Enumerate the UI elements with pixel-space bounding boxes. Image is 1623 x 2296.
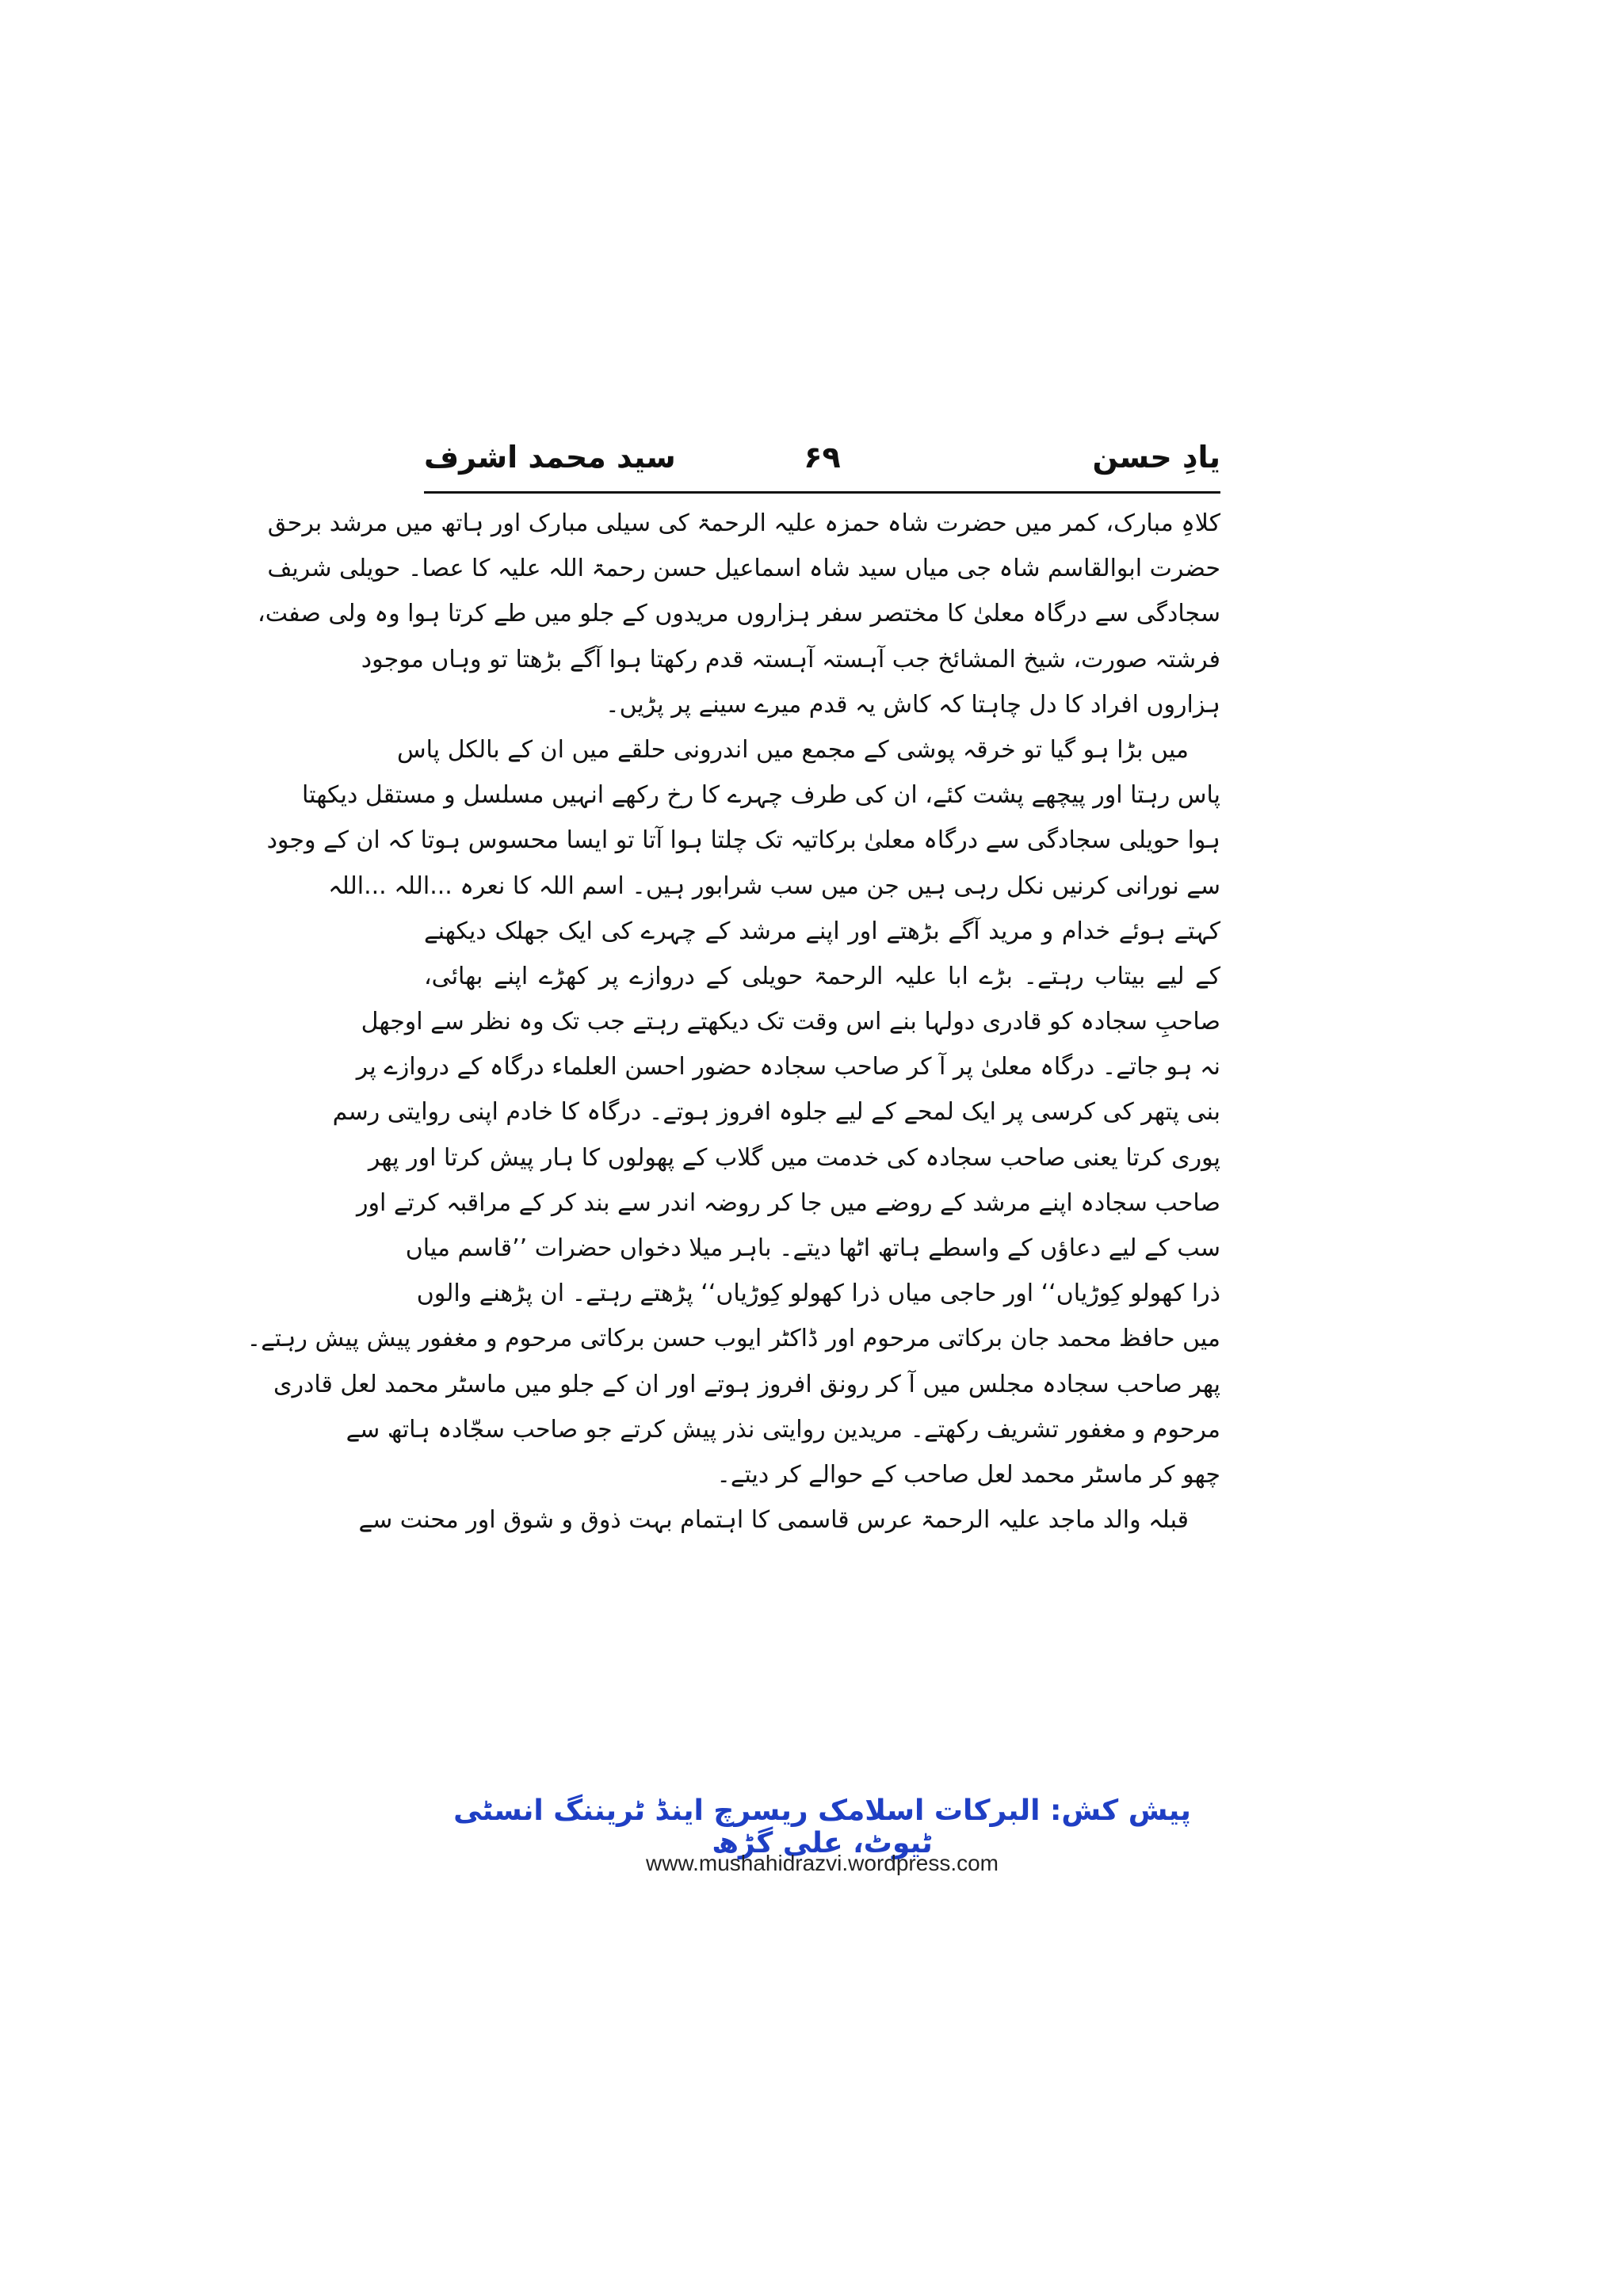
text-line: فرشتہ صورت، شیخ المشائخ جب آہستہ آہستہ قدم رکھتا ہوا آگے بڑھتا تو وہاں موجود — [361, 645, 1220, 673]
running-header — [424, 440, 1220, 487]
text-line: مرحوم و مغفور تشریف رکھتے۔ مریدین روایتی نذر پیش کرتے جو صاحب سجّادہ ہاتھ سے — [346, 1415, 1220, 1444]
text-line: نہ ہو جاتے۔ درگاہ معلیٰ پر آ کر صاحب سجادہ حضور احسن العلماء درگاہ کے دروازے پر — [356, 1053, 1220, 1081]
text-line: میں حافظ محمد جان برکاتی مرحوم اور ڈاکٹر ایوب حسن برکاتی مرحوم و مغفور پیش پیش رہتے۔ — [246, 1325, 1220, 1353]
text-line: صاحب سجادہ اپنے مرشد کے روضے میں جا کر روضہ اندر سے بند کر کے مراقبہ کرتے اور — [356, 1188, 1220, 1217]
text-line: میں بڑا ہو گیا تو خرقہ پوشی کے مجمع میں اندرونی حلقے میں ان کے بالکل پاس — [397, 735, 1189, 764]
text-line: پوری کرتا یعنی صاحب سجادہ کی خدمت میں گلاب کے پھولوں کا ہار پیش کرتا اور پھر — [368, 1143, 1220, 1172]
body-text — [246, 501, 1220, 1543]
header-rule — [424, 491, 1220, 494]
text-line: قبلہ والد ماجد علیہ الرحمۃ عرس قاسمی کا اہتمام بہت ذوق و شوق اور محنت سے — [358, 1506, 1189, 1535]
text-line: کلاہِ مبارک، کمر میں حضرت شاہ حمزہ علیہ الرحمۃ کی سیلی مبارک اور ہاتھ میں مرشد برحق — [267, 509, 1220, 537]
text-line: سے نورانی کرنیں نکل رہی ہیں جن میں سب شرابور ہیں۔ اسم اللہ کا نعرہ ...اللہ ...اللہ — [328, 871, 1220, 900]
book-title: یادِ حسن — [1092, 440, 1220, 475]
author-name: سید محمد اشرف — [424, 440, 676, 475]
text-line: کے لیے بیتاب رہتے۔ بڑے ابا علیہ الرحمۃ حویلی کے دروازے پر کھڑے اپنے بھائی، — [424, 962, 1220, 990]
text-line: سب کے لیے دعاؤں کے واسطے ہاتھ اٹھا دیتے۔ باہر میلا دخواں حضرات ’’قاسم میاں — [405, 1234, 1220, 1262]
text-line: پھر صاحب سجادہ مجلس میں آ کر رونق افروز ہوتے اور ان کے جلو میں ماسٹر محمد لعل قادری — [273, 1370, 1220, 1398]
text-line: ذرا کھولو کِوڑیاں‘‘ اور حاجی میاں ذرا کھولو کِوڑیاں‘‘ پڑھتے رہتے۔ ان پڑھنے والوں — [416, 1280, 1220, 1308]
text-line: چھو کر ماسٹر محمد لعل صاحب کے حوالے کر دیتے۔ — [716, 1460, 1220, 1489]
text-line: بنی پتھر کی کرسی پر ایک لمحے کے لیے جلوہ افروز ہوتے۔ درگاہ کا خادم اپنی روایتی رسم — [332, 1098, 1220, 1127]
website-link[interactable]: www.mushahidrazvi.wordpress.com — [645, 1851, 999, 1875]
text-line: کہتے ہوئے خدام و مرید آگے بڑھتے اور اپنے مرشد کے چہرے کی ایک جھلک دیکھنے — [424, 917, 1220, 945]
text-line: حضرت ابوالقاسم شاہ جی میاں سید شاہ اسماعیل حسن رحمۃ اللہ علیہ کا عصا۔ حویلی شریف — [267, 555, 1220, 583]
text-line: صاحبِ سجادہ کو قادری دولہا بنے اس وقت تک دیکھتے رہتے جب تک وہ نظر سے اوجھل — [361, 1008, 1220, 1036]
publisher-credit: پیش کش: البرکات اسلامک ریسرچ اینڈ ٹریننگ انسٹی ٹیوٹ، علی گڑھ — [453, 1794, 1191, 1859]
page-number: ۶۹ — [804, 440, 841, 475]
text-line: ہوا حویلی سجادگی سے درگاہ معلیٰ برکاتیہ تک چلتا ہوا آتا تو ایسا محسوس ہوتا کہ ان کے وجود — [266, 826, 1220, 855]
text-line: ہزاروں افراد کا دل چاہتا کہ کاش یہ قدم میرے سینے پر پڑیں۔ — [605, 690, 1220, 719]
text-line: پاس رہتا اور پیچھے پشت کئے، ان کی طرف چہرے کا رخ رکھے انہیں مسلسل و مستقل دیکھتا — [302, 781, 1220, 810]
text-line: سجادگی سے درگاہ معلیٰ کا مختصر سفر ہزاروں مریدوں کے جلو میں طے کرتا ہوا وہ ولی صفت، — [258, 600, 1220, 628]
